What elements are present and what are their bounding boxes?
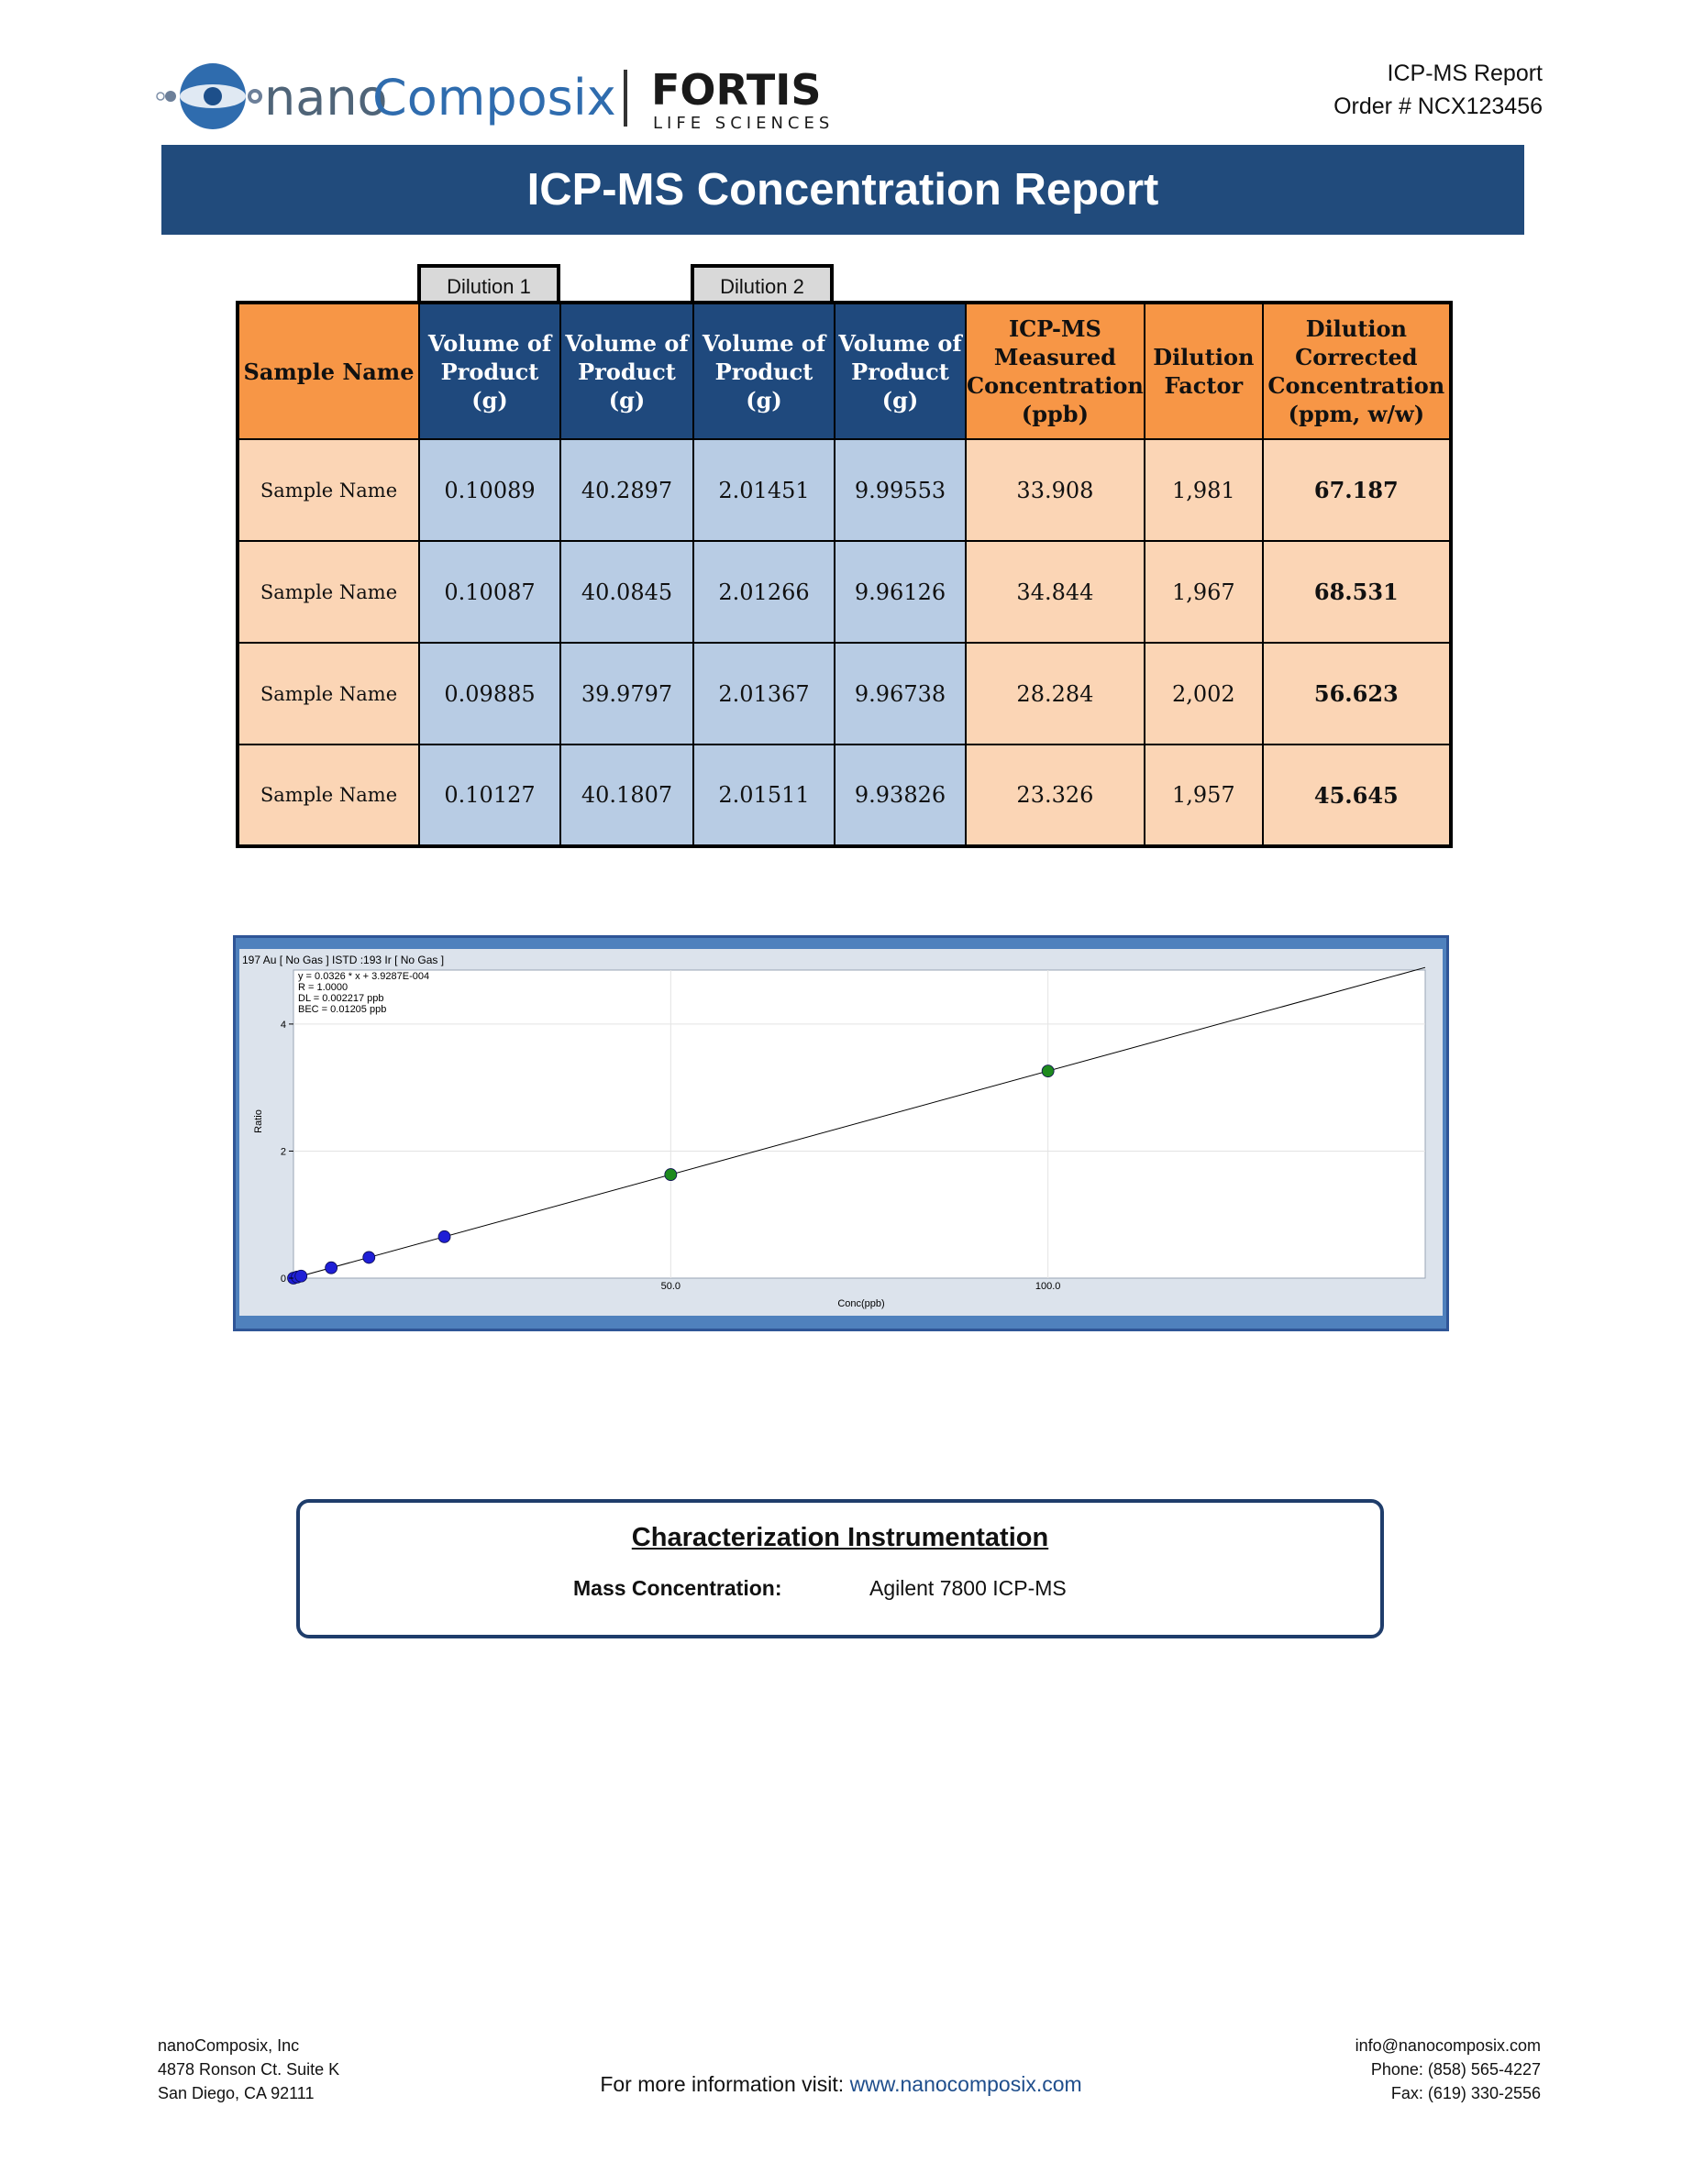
footer-email[interactable]: info@nanocomposix.com [1355,2036,1541,2055]
chart-annotation-bec: BEC = 0.01205 ppb [298,1004,387,1015]
chart-annotation-r: R = 1.0000 [298,982,349,993]
data-point [1042,1065,1054,1077]
instrumentation-label: Mass Concentration: [573,1576,782,1600]
header-corrected-conc: Dilution Corrected Concentration (ppm, w/w) [1263,303,1451,439]
instrumentation-title: Characterization Instrumentation [631,1523,1049,1552]
table-header-row [238,303,1451,439]
cell-volume: 2.01511 [693,745,835,846]
cell-corrected-conc: 67.187 [1263,439,1451,541]
chart-annotation-equation: y = 0.0326 * x + 3.9287E-004 [298,971,430,982]
cell-measured-conc: 23.326 [966,745,1145,846]
data-point [326,1262,338,1274]
report-type: ICP-MS Report [1387,61,1543,86]
company-logo [156,57,862,139]
cell-volume: 0.10127 [419,745,560,846]
header-volume-1: Volume of Product (g) [419,303,560,439]
cell-volume: 9.93826 [835,745,966,846]
footer-contact [1356,2034,1541,2105]
cell-measured-conc: 33.908 [966,439,1145,541]
cell-dilution-factor: 1,967 [1145,541,1263,643]
cell-volume: 9.99553 [835,439,966,541]
header-volume-2: Volume of Product (g) [560,303,693,439]
table-row [238,541,1451,643]
table-row [238,439,1451,541]
chart-title: 197 Au [ No Gas ] ISTD :193 Ir [ No Gas ] [242,954,445,966]
calibration-chart [233,935,1449,1331]
logo-area [156,57,862,139]
title-banner: ICP-MS Concentration Report [161,145,1524,235]
cell-dilution-factor: 2,002 [1145,643,1263,745]
x-tick-label: 50.0 [660,1281,681,1292]
cell-dilution-factor: 1,981 [1145,439,1263,541]
cell-measured-conc: 28.284 [966,643,1145,745]
footer-fax: Fax: (619) 330-2556 [1390,2084,1541,2102]
cell-volume: 40.2897 [560,439,693,541]
cell-volume: 40.1807 [560,745,693,846]
order-number: Order # NCX123456 [1333,94,1543,119]
cell-volume: 2.01451 [693,439,835,541]
data-point [295,1270,307,1282]
footer-more-info-text: For more information visit: [600,2072,845,2096]
y-tick-label: 4 [280,1019,286,1031]
cell-volume: 2.01367 [693,643,835,745]
cell-volume: 0.09885 [419,643,560,745]
cell-dilution-factor: 1,957 [1145,745,1263,846]
data-point [438,1230,450,1242]
y-tick-label: 0 [280,1274,286,1285]
report-meta [1333,57,1543,123]
cell-volume: 40.0845 [560,541,693,643]
instrumentation-value: Agilent 7800 ICP-MS [869,1576,1067,1600]
footer-website-link[interactable]: www.nanocomposix.com [849,2072,1082,2096]
logo-nano-text: nano [264,69,388,127]
cell-volume: 2.01266 [693,541,835,643]
logo-composix-text: Composix [372,69,616,127]
header-measured-conc: ICP-MS Measured Concentration (ppb) [966,303,1145,439]
cell-measured-conc: 34.844 [966,541,1145,643]
footer-company: nanoComposix, Inc [158,2036,300,2055]
y-tick-label: 2 [280,1146,286,1158]
data-point [363,1252,375,1263]
cell-corrected-conc: 56.623 [1263,643,1451,745]
results-table [236,301,1453,848]
header-dilution-factor: Dilution Factor [1145,303,1263,439]
header-sample-name: Sample Name [238,303,419,439]
footer-address-line2: San Diego, CA 92111 [158,2084,315,2102]
cell-sample-name: Sample Name [238,541,419,643]
cell-sample-name: Sample Name [238,745,419,846]
logo-fortis-text: FORTIS [651,65,822,115]
data-point [665,1169,677,1181]
cell-volume: 39.9797 [560,643,693,745]
footer-phone: Phone: (858) 565-4227 [1370,2060,1541,2079]
cell-corrected-conc: 68.531 [1263,541,1451,643]
footer-address-line1: 4878 Ronson Ct. Suite K [158,2060,340,2079]
dilution-1-tab: Dilution 1 [417,264,560,301]
cell-sample-name: Sample Name [238,439,419,541]
chart-annotation-dl: DL = 0.002217 ppb [298,993,384,1004]
table-row [238,643,1451,745]
cell-volume: 0.10089 [419,439,560,541]
instrumentation-box [296,1499,1384,1638]
x-tick-label: 100.0 [1035,1281,1061,1292]
cell-volume: 9.96126 [835,541,966,643]
header-volume-3: Volume of Product (g) [693,303,835,439]
header-volume-4: Volume of Product (g) [835,303,966,439]
cell-volume: 9.96738 [835,643,966,745]
table-row [238,745,1451,846]
cell-corrected-conc: 45.645 [1263,745,1451,846]
cell-sample-name: Sample Name [238,643,419,745]
chart-svg [236,938,1446,1329]
cell-volume: 0.10087 [419,541,560,643]
y-axis-label: Ratio [253,1109,264,1133]
logo-life-sciences-text: LIFE SCIENCES [653,114,835,133]
dilution-2-tab: Dilution 2 [691,264,834,301]
x-axis-label: Conc(ppb) [837,1298,885,1309]
